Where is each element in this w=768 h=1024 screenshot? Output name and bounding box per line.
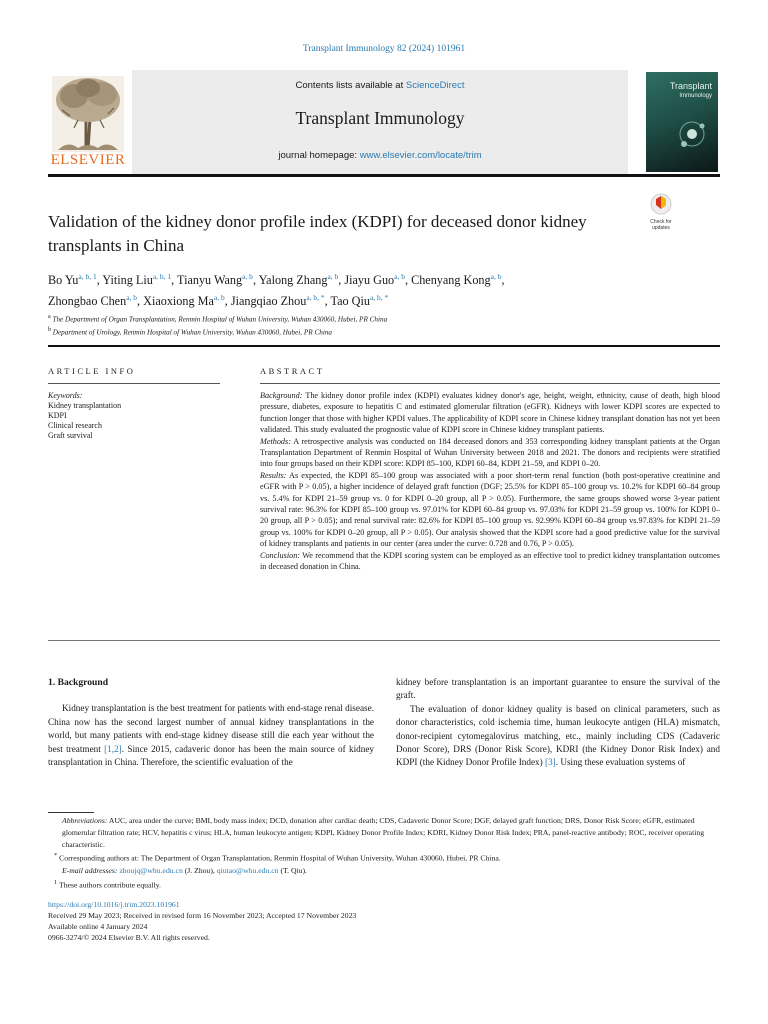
- abstract-label: Results:: [260, 470, 287, 480]
- cover-title-line-1: Transplant: [669, 81, 712, 91]
- author-affiliation-mark[interactable]: a, b: [126, 293, 138, 303]
- abstract-background: [260, 390, 720, 436]
- cover-title: [670, 82, 712, 100]
- author-affiliation-mark[interactable]: a, b: [242, 272, 253, 281]
- abstract-body: We recommend that the KDPI scoring system can be employed as an effective tool to predict kidney transplantation outcomes in deceased donation in China.: [260, 550, 720, 572]
- author-name[interactable]: Yiting Liu: [102, 273, 153, 288]
- abstract-body: As expected, the KDPI 85–100 group was associated with a poor short-term renal function (both post-operative creatinine and eGFR with P > 0.05), a higher incidence of delayed graft function (DGF; 25.5% for KDPI 85–100 group vs. 10.2% for KDPI 60–84 group vs. 5.4% for KDPI 21–59 group vs. 0 for KDPI 0–20 group, all P > 0.05). Furthermore, the same groups showed worse 3-year patient survival rate: 96.3% for KDPI 85–100 group vs. 97.01% for KDPI 60–84 group vs. 97.03% for KDPI 21–59 group vs. 100% for KDPI 0–20 group, all P > 0.05); and renal survival rate: 82.6% for KDPI 85–100 group vs. 92.99% KDPI 60–84 group vs.97.83% for KDPI 21–59 group vs. 100% for KDPI 0–20 group, all P > 0.05). Our analysis showed that the KDPI score had a good predictive value for the survival of kidney transplants and patients in our center (area under the curve: 0.728 and 0.76, P > 0.05).: [260, 470, 720, 549]
- footnote-label: Abbreviations:: [62, 816, 108, 825]
- journal-header: [48, 70, 628, 174]
- affiliation-text: The Department of Organ Transplantation, Renmin Hospital of Wuhan University, Wuhan 430060, Hubei, PR China: [52, 315, 388, 324]
- keywords: [48, 391, 220, 441]
- affiliations: [48, 312, 688, 338]
- equal-contribution-footnote: [48, 877, 720, 891]
- cover-title-line-2: Immunology: [679, 93, 712, 99]
- abstract-results: [260, 470, 720, 550]
- author-separator: ,: [224, 294, 231, 309]
- author-affiliation-mark[interactable]: a, b, *: [306, 293, 325, 303]
- citation-link[interactable]: [3]: [545, 757, 556, 768]
- abstract-body: A retrospective analysis was conducted on 184 deceased donors and 353 corresponding kidney transplant patients at the Organ Transplantation Department of Renmin Hospital of Wuhan University between 2018 and 2021. The donors and recipients were stratified into four groups based on their KDPI score: KDPI 85–100, KDPI 60–84, KDPI 21–59, and KDPI 0–20.: [260, 436, 720, 469]
- author-name[interactable]: Yalong Zhang: [258, 273, 328, 288]
- author-affiliation-mark[interactable]: a, b, *: [369, 293, 389, 303]
- abstract-label: Methods:: [260, 436, 291, 446]
- check-updates-line-1: Check for: [650, 219, 672, 225]
- author-separator: ,: [252, 273, 259, 288]
- cover-art-icon: [672, 114, 712, 154]
- abstract-label: Conclusion:: [260, 550, 301, 560]
- footnote-text: (J. Zhou),: [182, 865, 217, 875]
- section-heading: 1. Background: [48, 677, 109, 688]
- footnote-text: AUC, area under the curve; BMI, body mass index; DCD, donation after cardiac death; CDS, Cadaveric Donor Score; DGF, delayed graft function; DRS, Donor Risk Score; eGFR, estimated glomerular filtration rate; HCV, hepatitis c virus; HLA, human leukocyte antigen; KDPI, Kidney Donor Profile Index; KDRI, Kidney Donor Risk Index; PRA, panel-reactive antibody; ROC, receiver operating characteristic.: [62, 816, 705, 849]
- body-paragraph: [48, 702, 374, 769]
- author-name[interactable]: Xiaoxiong Ma: [143, 294, 214, 309]
- publication-info: [48, 899, 720, 943]
- copyright: 0966-3274/© 2024 Elsevier B.V. All rights reserved.: [48, 933, 210, 942]
- check-updates-label: [646, 220, 676, 231]
- keyword-item: Clinical research: [48, 421, 102, 430]
- paragraph-text: Kidney transplantation is the best treatment for patients with end-stage renal disease. China now has the second largest number of annual kidney transplantations in the world, but many patients with end-stage kidney disease still die each year without the best treatment: [48, 703, 374, 754]
- author-name[interactable]: Tao Qiu: [330, 294, 370, 309]
- author-separator: ,: [501, 273, 505, 288]
- keyword-item: Graft survival: [48, 431, 93, 440]
- footnote-text: (T. Qiu).: [278, 865, 307, 875]
- article-info-heading: ARTICLE INFO: [48, 366, 136, 376]
- author-affiliation-mark[interactable]: a, b: [327, 272, 339, 281]
- footnote-text: Corresponding authors at: The Department of Organ Transplantation, Renmin Hospital of Wuhan University, Wuhan 430060, Hubei, PR China.: [59, 853, 501, 863]
- homepage-prefix: journal homepage:: [278, 150, 360, 161]
- elsevier-wordmark: ELSEVIER: [50, 152, 126, 168]
- citation-link[interactable]: [1,2]: [104, 743, 122, 754]
- title-rule: [48, 345, 720, 347]
- check-updates-icon: [646, 193, 676, 215]
- footnotes: [48, 815, 720, 891]
- header-rule: [48, 174, 720, 177]
- author-name[interactable]: Zhongbao Chen: [48, 294, 127, 309]
- journal-title: Transplant Immunology: [295, 108, 465, 128]
- author-separator: ,: [171, 273, 178, 288]
- homepage-link[interactable]: www.elsevier.com/locate/trim: [359, 150, 482, 161]
- author-name[interactable]: Jiangqiao Zhou: [230, 294, 307, 309]
- footnote-label: E-mail addresses:: [62, 865, 118, 875]
- corresponding-footnote: [48, 850, 720, 864]
- abstract-body: The kidney donor profile index (KDPI) evaluates kidney donor's age, height, weight, ethnicity, cause of death, high blood pressure, diabetes, exposure to hepatitis C and estimated glomerular filtration (eGFR). Kidneys with lower KDPI scores are expected to function longer that those with higher KPDI values. The applicability of KDPI score in Chinese kidney transplant donation has not yet been validated. This study evaluated the prognostic value of KDPI score in Chinese kidney transplant patients.: [260, 391, 720, 435]
- abstract-heading: ABSTRACT: [260, 366, 325, 376]
- author-list: [48, 268, 668, 310]
- footnote-rule: [48, 812, 94, 813]
- paragraph-text: . Using these evaluation systems of: [555, 757, 686, 768]
- received-dates: Received 29 May 2023; Received in revised form 16 November 2023; Accepted 17 November 2023: [48, 911, 357, 920]
- body-paragraph: [396, 703, 720, 770]
- article-info-rule: [48, 383, 220, 384]
- affiliation-text: Department of Urology, Renmin Hospital of Wuhan University, Wuhan 430060, Hubei, PR China: [52, 328, 333, 337]
- abstract-text: [260, 390, 720, 573]
- homepage-line: [132, 150, 628, 161]
- abstract-bottom-rule: [48, 640, 720, 641]
- sciencedirect-link[interactable]: ScienceDirect: [405, 80, 465, 91]
- author-affiliation-mark[interactable]: a, b, 1: [78, 272, 97, 281]
- keyword-item: Kidney transplantation: [48, 401, 122, 410]
- check-for-updates-button[interactable]: [646, 193, 676, 229]
- abstract-conclusion: [260, 550, 720, 573]
- email-link[interactable]: qiutao@whu.edu.cn: [216, 865, 279, 875]
- affiliation-b: [48, 325, 688, 338]
- body-column-right: [396, 676, 720, 770]
- elsevier-logo[interactable]: [48, 70, 128, 174]
- author-separator: ,: [137, 294, 144, 309]
- body-paragraph: kidney before transplantation is an important guarantee to ensure the survival of the graft.: [396, 677, 720, 701]
- email-footnote: [48, 865, 720, 877]
- affiliation-mark: a: [48, 314, 51, 320]
- author-name[interactable]: Chenyang Kong: [411, 273, 491, 288]
- abstract-rule: [260, 383, 720, 384]
- footnote-mark: *: [54, 852, 58, 860]
- author-separator: ,: [96, 273, 103, 288]
- journal-reference-link[interactable]: Transplant Immunology 82 (2024) 101961: [302, 44, 466, 54]
- author-name[interactable]: Tianyu Wang: [177, 273, 243, 288]
- check-updates-line-2: updates: [652, 224, 670, 231]
- author-name[interactable]: Bo Yu: [48, 273, 79, 288]
- body-column-left: [48, 676, 374, 769]
- author-affiliation-mark[interactable]: a, b: [213, 293, 225, 303]
- contents-line: [132, 80, 628, 91]
- keyword-item: KDPI: [48, 411, 67, 420]
- footnote-mark: 1: [54, 878, 58, 886]
- author-affiliation-mark[interactable]: a, b: [490, 272, 502, 281]
- paragraph-text: The evaluation of donor kidney quality is based on clinical parameters, such as donor characteristics, cold ischemia time, human leukocyte antigen (HLA) mismatch, donor-recipient cytomegalovirus matching, etc., mainly including CDS (Cadaveric Donor Score), DRS (Donor Risk Score), KDRI (the Kidney Donor Risk Index) and KDPI (the Kidney Donor Profile Index): [396, 703, 720, 768]
- abbreviations-footnote: [48, 815, 720, 850]
- author-separator: ,: [324, 294, 331, 309]
- author-name[interactable]: Jiayu Guo: [344, 273, 395, 288]
- abstract-methods: [260, 436, 720, 470]
- paragraph-text: . Since 2015, cadaveric donor has been the main source of kidney transplantation in China. Therefore, the scientific evaluation of the: [48, 743, 374, 768]
- affiliation-mark: b: [48, 326, 51, 333]
- keywords-label: Keywords:: [48, 391, 83, 400]
- author-separator: ,: [404, 273, 412, 288]
- contents-prefix: Contents lists available at: [295, 80, 406, 91]
- author-affiliation-mark[interactable]: a, b: [394, 272, 405, 281]
- affiliation-a: [48, 312, 688, 325]
- online-date: Available online 4 January 2024: [48, 922, 148, 931]
- email-link[interactable]: zhoujq@whu.edu.cn: [119, 865, 183, 875]
- journal-cover-image[interactable]: [646, 72, 718, 172]
- author-separator: ,: [338, 273, 345, 288]
- footnote-text: These authors contribute equally.: [59, 880, 161, 890]
- abstract-label: Background:: [260, 391, 303, 400]
- author-affiliation-mark[interactable]: a, b, 1: [152, 272, 172, 281]
- doi-link[interactable]: https://doi.org/10.1016/j.trim.2023.101961: [48, 900, 180, 909]
- article-title: Validation of the kidney donor profile index (KDPI) for deceased donor kidney transplants in China: [48, 212, 587, 255]
